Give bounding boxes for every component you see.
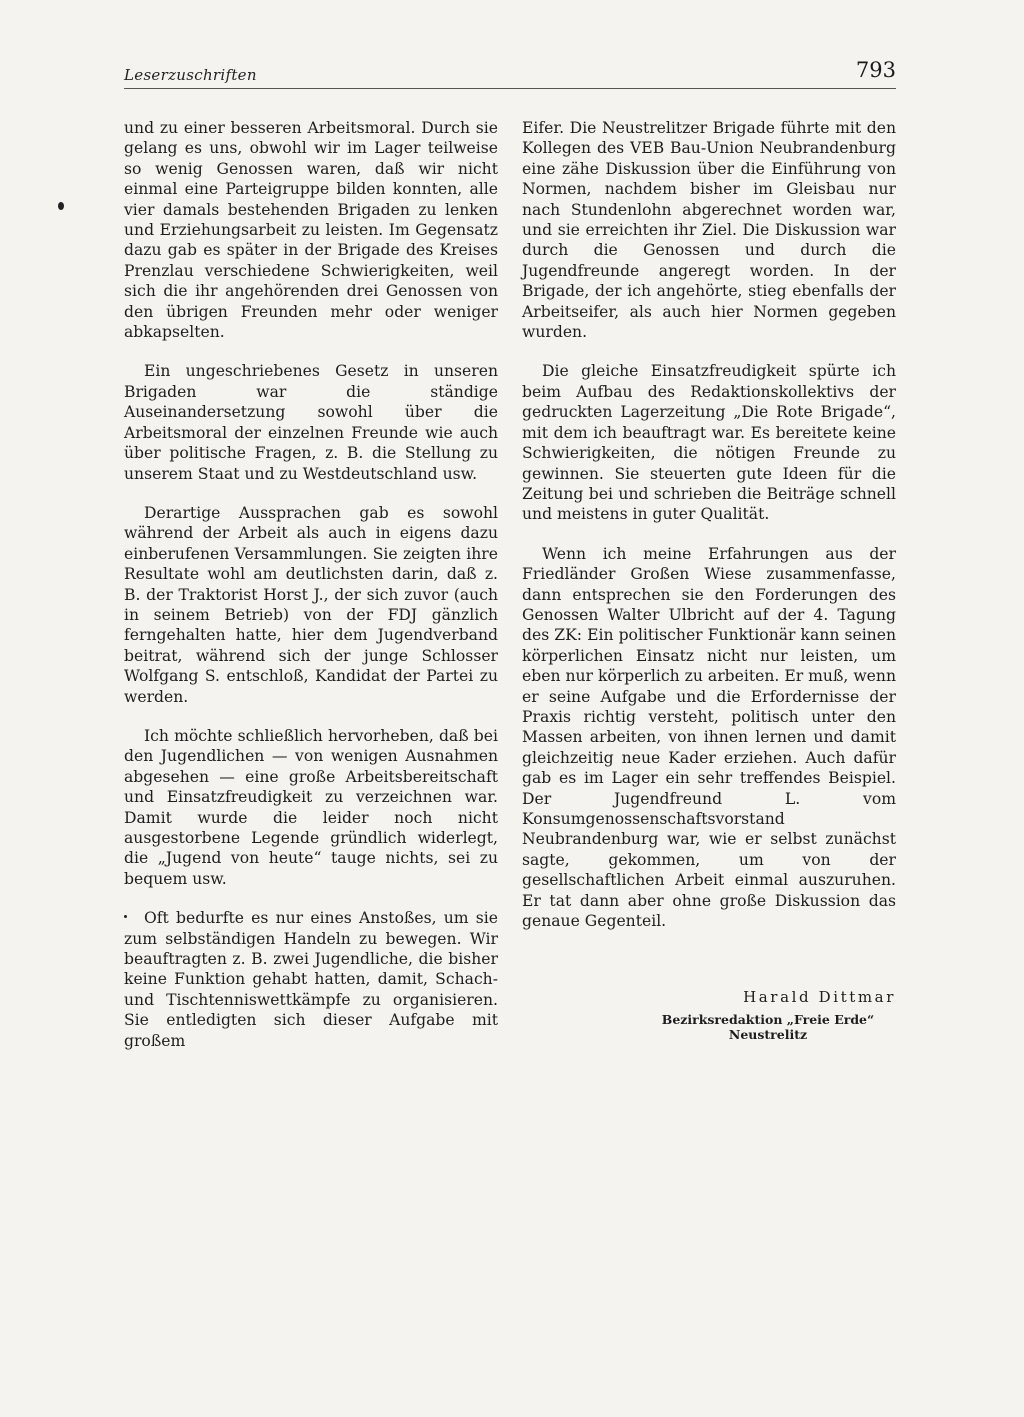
paragraph: und zu einer besseren Arbeitsmoral. Durch sie gelang es uns, obwohl wir im Lager teilweise so wenig Genossen waren, daß wir nicht einmal eine Parteigruppe bilden konnten, alle vier damals bestehenden Brigaden zu lenken und Erziehungsarbeit zu leisten. Im Gegensatz dazu gab es später in der Brigade des Kreises Prenzlau verschiedene Schwierigkeiten, weil sich die ihr angehörenden drei Genossen von den übrigen Freunden mehr oder weniger abkapselten.	[124, 119, 498, 342]
author-name: Harald Dittmar	[743, 988, 896, 1006]
ink-speck	[124, 915, 127, 918]
ink-speck	[58, 202, 64, 210]
paragraph: Die gleiche Einsatzfreudigkeit spürte ich beim Aufbau des Redaktionskollektivs der gedruckten Lagerzeitung „Die Rote Brigade“, mit dem ich beauftragt war. Es bereitete keine Schwierigkeiten, die nötigen Freunde zu gewinnen. Sie steuerten gute Ideen für die Zeitung bei und schrieben die Beiträge schnell und meistens in guter Qualität.	[522, 362, 896, 524]
paragraph: Eifer. Die Neustrelitzer Brigade führte mit den Kollegen des VEB Bau-Union Neubrandenburg eine zähe Diskussion über die Einführung von Normen, nachdem bisher im Gleisbau nur nach Stundenlohn abgerechnet worden war, und sie erreichten ihr Ziel. Die Diskussion war durch die Genossen und durch die Jugendfreunde angeregt worden. In der Brigade, der ich angehörte, stieg ebenfalls der Arbeitseifer, als auch hier Normen gegeben wurden.	[522, 119, 896, 342]
paragraph: Ich möchte schließlich hervorheben, daß bei den Jugendlichen — von wenigen Ausnahmen abgesehen — eine große Arbeitsbereitschaft und Einsatzfreudigkeit zu verzeichnen war. Damit wurde die leider noch nicht ausgestorbene Legende gründlich widerlegt, die „Jugend von heute“ tauge nichts, sei zu bequem usw.	[124, 726, 498, 888]
author-location: Neustrelitz	[728, 1027, 808, 1042]
paragraph: Ein ungeschriebenes Gesetz in unseren Brigaden war die ständige Auseinandersetzung sowohl über die Arbeitsmoral der einzelnen Freunde wie auch über politische Fragen, z. B. die Stellung zu unserem Staat und zu Westdeutschland usw.	[124, 362, 498, 483]
paragraph: Wenn ich meine Erfahrungen aus der Friedländer Großen Wiese zusammenfasse, dann entsprechen sie den Forderungen des Genossen Walter Ulbricht auf der 4. Tagung des ZK: Ein politischer Funktionär kann seinen körperlichen Einsatz nicht nur leisten, um eben nur körperlich zu arbeiten. Er muß, wenn er seine Aufgabe und die Erfordernisse der Praxis richtig versteht, politisch unter den Massen arbeiten, von ihnen lernen und damit gleichzeitig neue Kader erziehen. Auch dafür gab es im Lager ein sehr treffendes Beispiel. Der Jugendfreund L. vom Konsumgenossenschaftsvorstand Neubrandenburg war, wie er selbst zunächst sagte, gekommen, um von der gesellschaftlichen Arbeit einmal auszuruhen. Er tat dann aber ohne große Diskussion das genaue Gegenteil.	[522, 544, 896, 931]
paragraph: Derartige Aussprachen gab es sowohl während der Arbeit als auch in eigens dazu einberufenen Versammlungen. Sie zeigten ihre Resultate wohl am deutlichsten darin, daß z. B. der Traktorist Horst J., der sich zuvor (auch in seinem Betrieb) von der FDJ gänzlich ferngehalten hatte, hier dem Jugendverband beitrat, während sich der junge Schlosser Wolfgang S. entschloß, Kandidat der Partei zu werden.	[124, 503, 498, 706]
left-column	[124, 118, 498, 1070]
author-affiliation: Bezirksredaktion „Freie Erde“	[661, 1012, 875, 1027]
right-column	[522, 118, 896, 950]
section-title: Leserzuschriften	[124, 66, 257, 84]
paragraph: Oft bedurfte es nur eines Anstoßes, um sie zum selbständigen Handeln zu bewegen. Wir beauftragten z. B. zwei Jugendliche, die bisher keine Funktion gehabt hatten, damit, Schach- und Tischtenniswettkämpfe zu organisieren. Sie entledigten sich dieser Aufgabe mit großem	[124, 909, 498, 1050]
page-header	[124, 58, 896, 88]
header-rule	[124, 88, 896, 89]
signature-block	[640, 988, 896, 1042]
page-number: 793	[855, 58, 896, 82]
